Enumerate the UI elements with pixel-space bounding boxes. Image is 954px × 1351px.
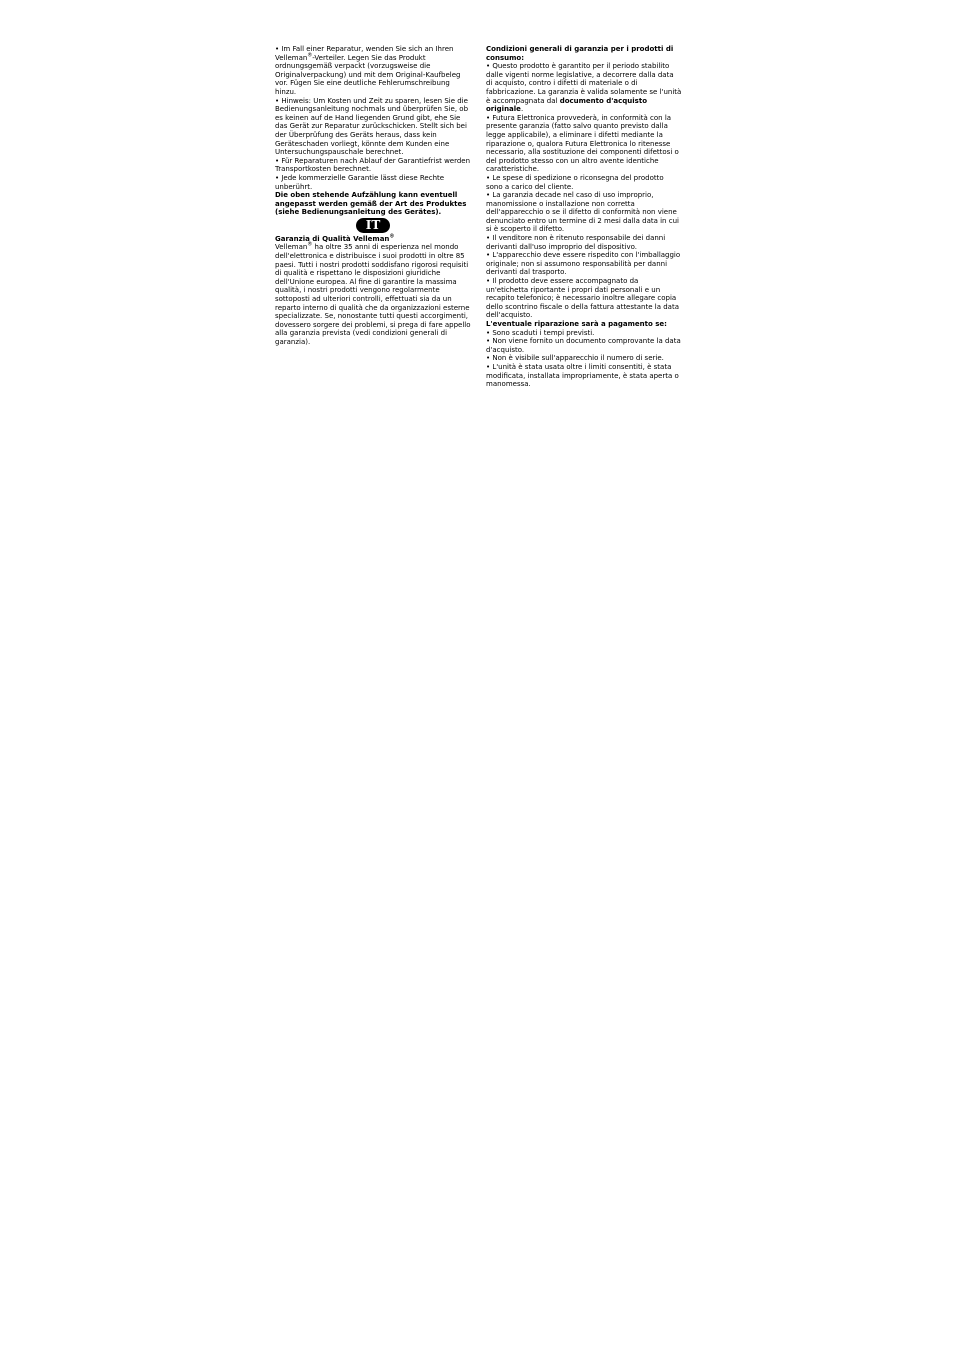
warranty-item-2: • Futura Elettronica provvederà, in conformità con la presente garanzia (fatto salvo quanto previsto dalla legge applicabile), a eliminare i difetti mediante la riparazione o, qualora Futura Elettronica lo ritenesse necessario, alla sostituzione dei componenti difettosi o del prodotto stesso con un altro avente identiche caratteristiche.	[486, 113, 679, 174]
paid-repair-item-1: • Sono scaduti i tempi previsti.	[486, 328, 595, 337]
language-badge-it: IT	[356, 218, 390, 233]
warranty-item-1: • Questo prodotto è garantito per il periodo stabilito dalle vigenti norme legislative, a decorrere dalla data di acquisto, contro i difetti di materiale o di fabbricazione. La garanzia è valida solamente se l'unità è accompagnata dal documento d'acquisto originale.	[486, 62, 682, 114]
warranty-item-7: • Il prodotto deve essere accompagnato da un'etichetta riportante i propri dati personali e un recapito telefonico; è necessario inoltre allegare copia dello scontrino fiscale o della fattura attestante la data dell'acquisto.	[486, 277, 679, 320]
paid-repair-item-2: • Non viene fornito un documento comprovante la data d'acquisto.	[486, 337, 681, 354]
paid-repair-item-3: • Non è visibile sull'apparecchio il numero di serie.	[486, 354, 664, 363]
warranty-item-5: • Il venditore non è ritenuto responsabile dei danni derivanti dall'uso improprio del dispositivo.	[486, 234, 666, 251]
warranty-item-3: • Le spese di spedizione o riconsegna del prodotto sono a carico del cliente.	[486, 173, 664, 191]
left-column	[275, 45, 471, 347]
warranty-item-4: • La garanzia decade nel caso di uso improprio, manomissione o installazione non corretta dell'apparecchio o se il difetto di conformità non viene denunciato entro un termine di 2 mesi dalla data in cui si è scoperto il difetto.	[486, 191, 679, 234]
paragraph-rights: • Jede kommerzielle Garantie lässt diese Rechte unberührt.	[275, 173, 445, 191]
paragraph-repair: • Im Fall einer Reparatur, wenden Sie sich an Ihren Velleman®-Verteiler. Legen Sie das Produkt ordnungsgemäß verpackt (vorzugsweise die Originalverpackung) und mit dem Original-Kaufbeleg vor. Fügen Sie eine deutliche Fehlerumschreibung hinzu.	[275, 45, 461, 96]
registered-mark: ®	[307, 242, 313, 249]
paragraph-transport: • Für Reparaturen nach Ablauf der Garantiefrist werden Transportkosten berechnet.	[275, 156, 471, 174]
language-badge-row	[275, 218, 471, 234]
it-paragraph-quality: Velleman® ha oltre 35 anni di esperienza nel mondo dell'elettronica e distribuisce i suoi prodotti in oltre 85 paesi. Tutti i nostri prodotti soddisfano rigorosi requisiti di qualità e rispettano le disposizioni giuridiche dell'Unione europea. Al fine di garantire la massima qualità, i nostri prodotti vengono regolarmente sottoposti ad ulteriori controlli, effettuati sia da un reparto interno di qualità che da organizzazioni esterne specializzate. Se, nonostante tutti questi accorgimenti, dovessero sorgere dei problemi, si prega di fare appello alla garanzia prevista (vedi condizioni generali di garanzia).	[275, 242, 471, 346]
right-column	[486, 45, 682, 389]
registered-mark: ®	[389, 233, 395, 240]
paid-repair-item-4: • L'unità è stata usata oltre i limiti consentiti, è stata modificata, installata impropriamente, è stata aperta o manomessa.	[486, 362, 679, 389]
paragraph-hint: • Hinweis: Um Kosten und Zeit zu sparen, lesen Sie die Bedienungsanleitung nochmals und überprüfen Sie, ob es keinen auf de Hand liegenden Grund gibt, ehe Sie das Gerät zur Reparatur zurückschicken. Stellt sich bei der Überprüfung des Geräts heraus, dass kein Geräteschaden vorliegt, könnte dem Kunden eine Untersuchungspauschale berechnet.	[275, 96, 469, 157]
warranty-item-6: • L'apparecchio deve essere rispedito con l'imballaggio originale; non si assumono responsabilità per danni derivanti dal trasporto.	[486, 251, 681, 277]
registered-mark: ®	[307, 52, 313, 59]
paid-repair-heading: L'eventuale riparazione sarà a pagamento se:	[486, 320, 667, 328]
warranty-conditions-title: Condizioni generali di garanzia per i prodotti di consumo:	[486, 45, 674, 62]
paragraph-note-bold: Die oben stehende Aufzählung kann eventuell angepasst werden gemäß der Art des Produktes (siehe Bedienungsanleitung des Gerätes).	[275, 191, 467, 217]
it-section-title: Garanzia di Qualità Velleman®	[275, 233, 395, 243]
